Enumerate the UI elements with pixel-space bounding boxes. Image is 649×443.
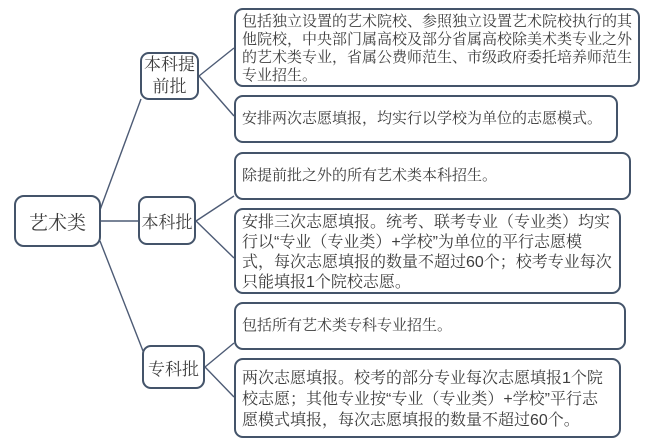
note-undergrad-batch-scope [234,152,631,200]
note-junior-batch-scope-text: 包括所有艺术类专科专业招生。 [242,317,453,334]
note-early-batch-scope [234,8,640,87]
node-art-category-label: 艺术类 [28,212,86,234]
connector-junior-note-mode [205,367,234,397]
connector-early-note-scope [199,48,234,76]
node-undergrad-batch [138,196,196,245]
node-junior-college-batch [142,345,205,389]
note-early-batch-mode-text: 安排两次志愿填报，均实行以学校为单位的志愿模式。 [242,110,603,127]
note-junior-batch-scope [234,302,626,350]
connector-undergrad-note-mode [196,221,234,258]
note-early-batch-scope-text: 包括独立设置的艺术院校、参照独立设置艺术院校执行的其他院校，中央部门属高校及部分省属高校除美术类专业之外的艺术类专业，省属公费师范生、市级政府委托培养师范生专业招生。 [242,13,633,84]
node-undergrad-early-batch [140,52,199,100]
node-undergrad-batch-label: 本科批 [141,213,193,232]
node-art-category [14,195,101,247]
note-early-batch-mode [234,95,618,143]
note-undergrad-batch-scope-text: 除提前批之外的所有艺术类本科招生。 [242,167,498,184]
node-junior-college-batch-label: 专科批 [148,359,199,379]
note-junior-batch-mode-text: 两次志愿填报。校考的部分专业每次志愿填报1个院校志愿；其他专业按“专业（专业类）+学校”平行志愿模式填报，每次志愿填报的数量不超过60个。 [242,370,603,429]
note-undergrad-batch-mode-text: 安排三次志愿填报。统考、联考专业（专业类）均实行以“专业（专业类）+学校”为单位的平行志愿模式，每次志愿填报的数量不超过60个；校考专业每次只能填报1个院校志愿。 [242,214,612,291]
connector-early-note-mode [199,76,234,116]
connector-junior-note-scope [205,343,234,367]
note-junior-batch-mode [234,358,621,438]
node-undergrad-early-batch-label: 本科提前批 [144,55,195,96]
note-undergrad-batch-mode [234,208,621,294]
connector-root-junior-batch [100,241,143,351]
connector-root-early-batch [100,99,141,210]
connector-undergrad-note-scope [196,196,234,221]
